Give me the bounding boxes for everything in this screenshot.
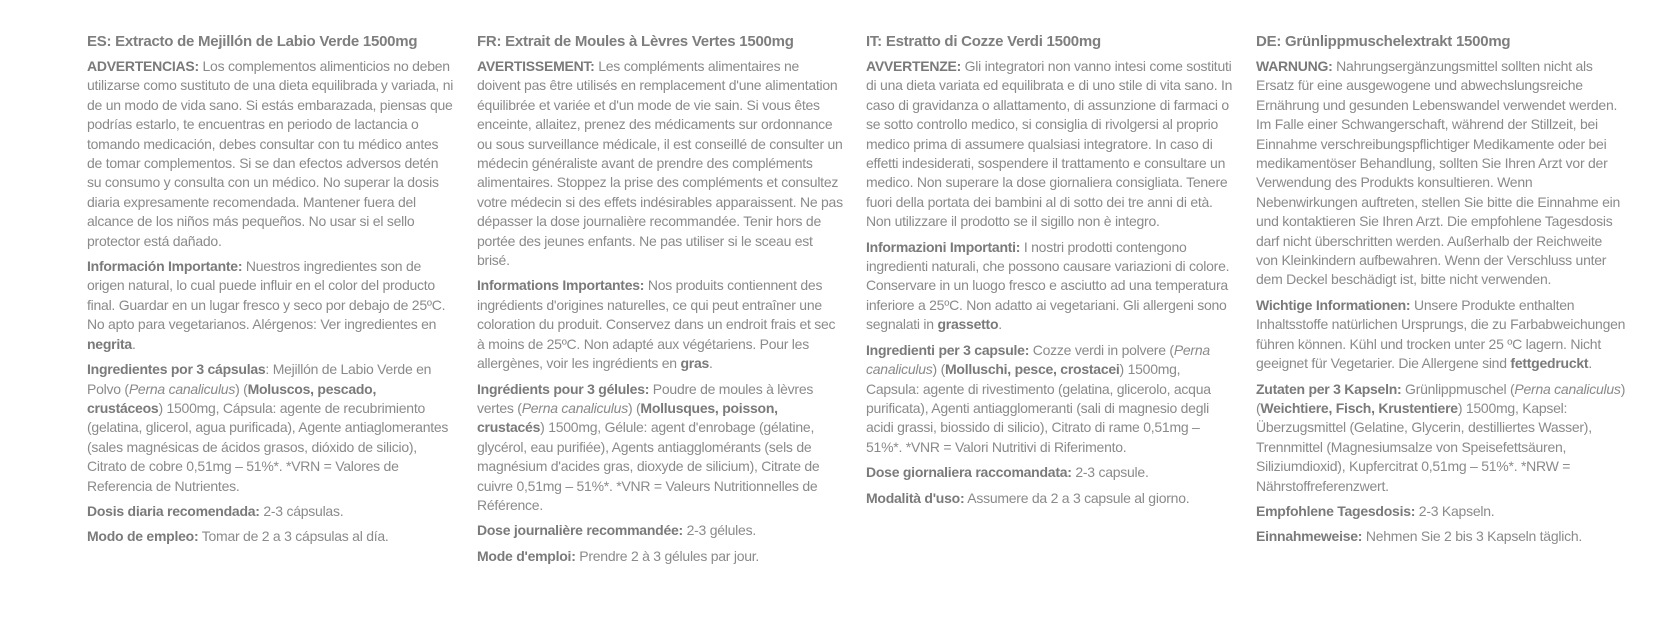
dose-text: 2-3 gélules. bbox=[682, 522, 756, 539]
usage-label: Mode d'emploi: bbox=[477, 547, 576, 564]
title-de: DE: Grünlippmuschelextrakt 1500mg bbox=[1256, 33, 1511, 50]
ingredients-label: Zutaten per 3 Kapseln: bbox=[1256, 380, 1402, 397]
dose-es bbox=[87, 502, 455, 521]
usage-label: Modalità d'uso: bbox=[866, 489, 965, 506]
dose-de bbox=[1256, 502, 1626, 521]
ingredients-fr bbox=[477, 380, 845, 516]
dose-label: Empfohlene Tagesdosis: bbox=[1256, 502, 1416, 519]
info-end: . bbox=[1588, 355, 1592, 372]
ingredients-it bbox=[866, 341, 1234, 457]
ingredients-text: Grünlippmuschel ( bbox=[1401, 380, 1515, 397]
ingredients-es bbox=[87, 360, 455, 496]
column-es bbox=[87, 32, 455, 553]
dose-fr bbox=[477, 521, 845, 540]
usage-label: Einnahmeweise: bbox=[1256, 528, 1363, 545]
info-label: Informazioni Importanti: bbox=[866, 238, 1021, 255]
usage-es bbox=[87, 527, 455, 546]
title-es: ES: Extracto de Mejillón de Labio Verde 1500mg bbox=[87, 33, 418, 50]
ingredients-text: ) 1500mg, Capsula: agente di rivestimento (gelatina, glicerolo, acqua purificata), Agenti antiagglomeranti (sali di magnesio degli acidi grassi, biossido di silicio), Citrato di rame 0,51mg – 51%*. *VNR = Valori Nutritivi di Riferimento. bbox=[866, 361, 1211, 455]
ingredients-text: ) 1500mg, Gélule: agent d'enrobage (gélatine, glycérol, eau purifiée), Agents antiagglomérants (sels de magnésium d'acides gras, dioxyde de silicium), Citrate de cuivre 0,51mg – 51%*. *VNR = Valeurs Nutritionnelles de Référence. bbox=[477, 419, 820, 513]
title-it: IT: Estratto di Cozze Verdi 1500mg bbox=[866, 33, 1101, 50]
info-de bbox=[1256, 296, 1626, 374]
warning-es bbox=[87, 57, 455, 251]
info-label: Información Importante: bbox=[87, 258, 243, 275]
species-name: Perna canaliculus bbox=[1514, 380, 1621, 397]
ingredients-label: Ingredienti per 3 capsule: bbox=[866, 341, 1030, 358]
warning-text: Les compléments alimentaires ne doivent pas être utilisés en remplacement d'une alimentation équilibrée et variée et d'un mode de vie sain. Si vous êtes enceinte, allaitez, prenez des médicaments sur ordonnance ou sous surveillance médicale, il est conseillé de consulter un médecin généraliste avant de prendre des compléments alimentaires. Stoppez la prise des compléments et consultez votre médecin si des effets indésirables apparaissent. Ne pas dépasser la dose journalière recommandée. Tenir hors de portée des jeunes enfants. Ne pas utiliser si le sceau est brisé. bbox=[477, 58, 843, 269]
info-text: Unsere Produkte enthalten Inhaltsstoffe natürlichen Ursprungs, die zu Farbabweichungen führen können. Kühl und trocken unter 25 ºC lagern. Nicht geeignet für Vegetarier. Die Allergene sind bbox=[1256, 296, 1626, 372]
dose-text: 2-3 Kapseln. bbox=[1415, 502, 1495, 519]
ingredients-text: ) ( bbox=[1256, 380, 1626, 416]
warning-label: ADVERTENCIAS: bbox=[87, 58, 199, 74]
ingredients-text: Cozze verdi in polvere ( bbox=[1029, 341, 1174, 358]
ingredients-label: Ingredientes por 3 cápsulas bbox=[87, 361, 266, 378]
usage-it bbox=[866, 489, 1234, 508]
dose-it bbox=[866, 463, 1234, 482]
usage-text: Prendre 2 à 3 gélules par jour. bbox=[575, 547, 760, 564]
ingredients-text: : Mejillón de Labio Verde en Polvo ( bbox=[87, 361, 432, 397]
warning-it bbox=[866, 57, 1234, 232]
warning-de bbox=[1256, 57, 1626, 290]
usage-label: Modo de empleo: bbox=[87, 528, 199, 545]
info-text: Nos produits contiennent des ingrédients d'origines naturelles, ce qui peut entraîner une coloration du produit. Conservez dans un endroit frais et sec à moins de 25ºC. Non adapté aux végétariens. Pour les allergènes, voir les ingrédients en bbox=[477, 277, 836, 372]
warning-text: Los complementos alimenticios no deben utilizarse como sustituto de una dieta equilibrada y variada, ni de un modo de vida sano. Si estás embarazada, piensas que podrías estarlo, te encuentras en periodo de lactancia o tomando medicación, debes consultar con tu médico antes de tomar complementos. Si se dan efectos adversos detén su consumo y consulta con un médico. No superar la dosis diaria expresamente recomendada. Mantener fuera del alcance de los niños más pequeños. No usar si el sello protector está dañado. bbox=[87, 58, 454, 249]
ingredients-text: ) ( bbox=[235, 380, 248, 397]
warning-label: WARNUNG: bbox=[1256, 58, 1333, 74]
warning-label: AVERTISSEMENT: bbox=[477, 58, 595, 74]
dose-label: Dose journalière recommandée: bbox=[477, 522, 683, 539]
ingredients-text: ) ( bbox=[627, 399, 641, 416]
info-es bbox=[87, 257, 455, 354]
usage-fr bbox=[477, 547, 845, 566]
ingredients-text: ) ( bbox=[932, 361, 945, 378]
allergens: Weichtiere, Fisch, Krustentiere bbox=[1260, 399, 1458, 416]
title-fr: FR: Extrait de Moules à Lèvres Vertes 1500mg bbox=[477, 33, 794, 50]
info-end: . bbox=[998, 316, 1002, 333]
info-text: Nuestros ingredientes son de origen natural, lo cual puede influir en el color del producto final. Guardar en un lugar fresco y seco por debajo de 25ºC. No apto para vegetarianos. Alérgenos: Ver ingredientes en bbox=[87, 258, 446, 333]
ingredients-label: Ingrédients pour 3 gélules: bbox=[477, 380, 650, 397]
column-fr bbox=[477, 32, 845, 572]
usage-de bbox=[1256, 527, 1626, 546]
warning-fr bbox=[477, 57, 845, 270]
dose-text: 2-3 cápsulas. bbox=[259, 502, 344, 519]
info-end: . bbox=[131, 335, 136, 352]
warning-text: Nahrungsergänzungsmittel sollten nicht als Ersatz für eine ausgewogene und abwechslungsreiche Ernährung und gesunden Lebenswandel verwendet werden. Im Falle einer Schwangerschaft, während der Stillzeit, bei Einnahme verschreibungspflichtiger Medikamente oder bei medikamentöser Behandlung, sollten Sie Ihren Arzt vor der Verwendung des Produkts konsultieren. Wenn Nebenwirkungen auftreten, stellen Sie bitte die Einnahme ein und kontaktieren Sie Ihren Arzt. Die empfohlene Tagesdosis darf nicht überschritten werden. Außerhalb der Reichweite von Kleinkindern aufbewahren. Wenn der Verschluss unter dem Deckel beschädigt ist, bitte nicht verwenden. bbox=[1256, 58, 1621, 288]
ingredients-de bbox=[1256, 380, 1626, 496]
ingredients-text: ) 1500mg, Kapsel: Überzugsmittel (Gelatine, Glycerin, destilliertes Wasser), Trennmittel (Magnesiumsalze von Speisefettsäuren, Siliziumdioxid), Kupfercitrat 0,51mg – 51%*. *NRW = Nährstoffreferenzwert. bbox=[1256, 399, 1592, 494]
dose-text: 2-3 capsule. bbox=[1071, 464, 1149, 481]
usage-text: Assumere da 2 a 3 capsule al giorno. bbox=[964, 489, 1190, 506]
warning-label: AVVERTENZE: bbox=[866, 58, 961, 74]
info-text: I nostri prodotti contengono ingredienti naturali, che possono causare variazioni di colore. Conservare in un luogo fresco e asciutto ad una temperatura inferiore a 25ºC. Non adatto ai vegetariani. Gli allergeni sono segnalati in bbox=[866, 238, 1230, 333]
info-bold: fettgedruckt bbox=[1510, 355, 1589, 372]
allergens: Molluschi, pesce, crostacei bbox=[944, 361, 1120, 378]
info-bold: gras bbox=[680, 355, 710, 372]
info-fr bbox=[477, 276, 845, 373]
species-name: Perna canaliculus bbox=[866, 341, 1210, 378]
usage-text: Tomar de 2 a 3 cápsulas al día. bbox=[198, 528, 389, 545]
column-it bbox=[866, 32, 1234, 514]
info-label: Informations Importantes: bbox=[477, 277, 645, 294]
warning-text: Gli integratori non vanno intesi come sostituti di una dieta variata ed equilibrata e di uno stile di vita sano. In caso di gravidanza o allattamento, di assunzione di farmaci o se sotto controllo medico, si consiglia di rivolgersi al proprio medico prima di assumere qualsiasi integratore. In caso di effetti indesiderati, sospendere il trattamento e consultare un medico. Non superare la dose giornaliera consigliata. Tenere fuori della portata dei bambini al di sotto dei tre anni di età. Non utilizzare il prodotto se il sigillo non è integro. bbox=[866, 58, 1233, 230]
ingredients-text: Poudre de moules à lèvres vertes ( bbox=[477, 380, 814, 416]
allergens: Mollusques, poisson, crustacés bbox=[477, 399, 778, 436]
column-de bbox=[1256, 32, 1626, 553]
info-label: Wichtige Informationen: bbox=[1256, 296, 1411, 313]
info-end: . bbox=[709, 355, 713, 372]
dose-label: Dose giornaliera raccomandata: bbox=[866, 464, 1072, 481]
info-bold: grassetto bbox=[937, 316, 999, 333]
info-bold: negrita bbox=[87, 335, 132, 352]
dose-label: Dosis diaria recomendada: bbox=[87, 502, 260, 519]
species-name: Perna canaliculus bbox=[521, 399, 628, 416]
usage-text: Nehmen Sie 2 bis 3 Kapseln täglich. bbox=[1362, 528, 1583, 545]
allergens: Moluscos, pescado, crustáceos bbox=[87, 380, 377, 416]
info-it bbox=[866, 238, 1234, 335]
species-name: Perna canaliculus bbox=[128, 380, 236, 397]
ingredients-text: ) 1500mg, Cápsula: agente de recubrimiento (gelatina, glicerol, agua purificada), Agente antiaglomerantes (sales magnésicas de ácidos grasos, dióxido de silicio), Citrato de cobre 0,51mg – 51%*. *VRN = Valores de Referencia de Nutrientes. bbox=[87, 399, 449, 494]
